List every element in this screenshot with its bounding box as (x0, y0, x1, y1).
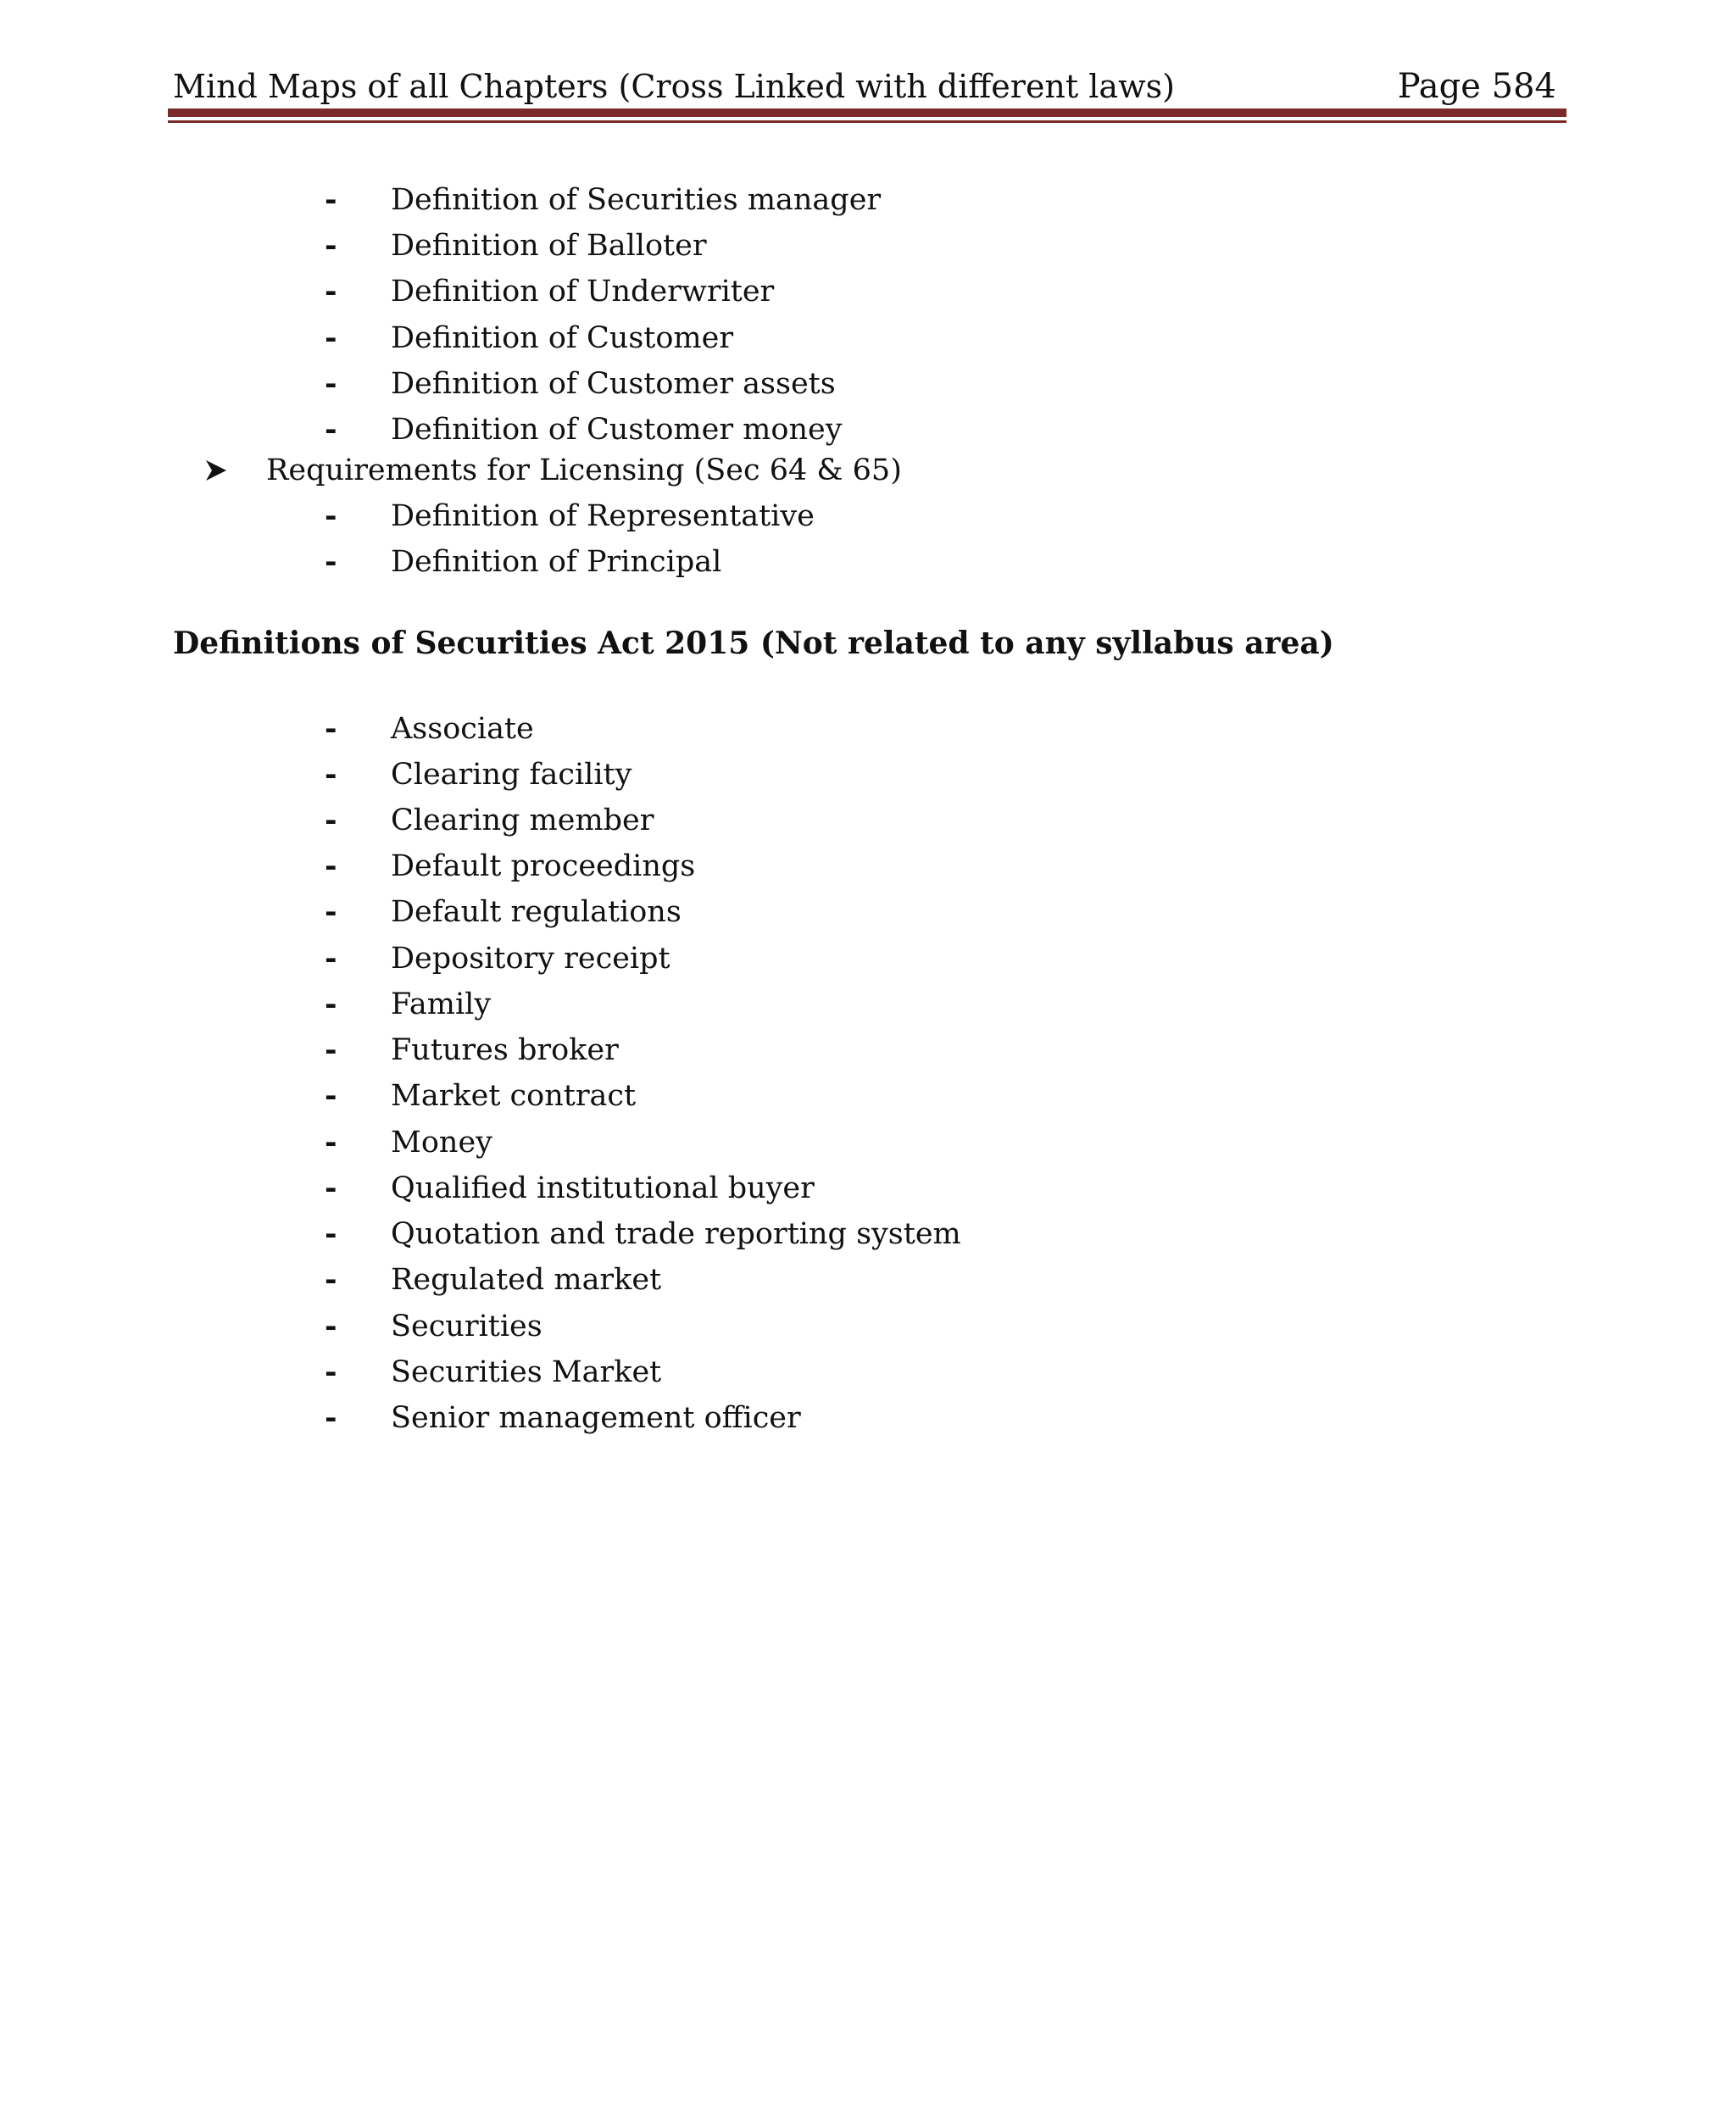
list-item-text: Money (391, 1126, 492, 1160)
dash-bullet: - (325, 803, 337, 837)
dash-bullet: - (325, 1216, 337, 1251)
list-item-text: Depository receipt (391, 942, 670, 976)
list-item-text: Definition of Balloter (391, 229, 707, 263)
dash-bullet: - (325, 1309, 337, 1343)
dash-bullet: - (325, 987, 337, 1021)
page-number: Page 584 (1397, 67, 1556, 106)
list-item-text: Senior management officer (391, 1401, 801, 1435)
list-item-text: Qualified institutional buyer (391, 1171, 815, 1205)
list-item-text: Definition of Customer money (391, 413, 843, 447)
header-rule-thin (168, 120, 1566, 123)
dash-bullet: - (325, 1032, 337, 1067)
list-item-text: Securities (391, 1310, 542, 1343)
requirements-label: Requirements for Licensing (Sec 64 & 65) (266, 453, 902, 487)
list-item-text: Definition of Representative (391, 499, 815, 533)
list-item-text: Regulated market (391, 1263, 662, 1297)
list-item-text: Default proceedings (391, 849, 696, 883)
list-item-text: Family (391, 987, 492, 1021)
dash-bullet: - (325, 498, 337, 533)
dash-bullet: - (325, 848, 337, 883)
dash-bullet: - (325, 757, 337, 792)
dash-bullet: - (325, 274, 337, 309)
list-item-text: Definition of Securities manager (391, 183, 882, 217)
dash-bullet: - (325, 412, 337, 447)
header-title: Mind Maps of all Chapters (Cross Linked with different laws) (173, 68, 1175, 105)
dash-bullet: - (325, 182, 337, 217)
dash-bullet: - (325, 366, 337, 401)
dash-bullet: - (325, 1262, 337, 1297)
dash-bullet: - (325, 228, 337, 263)
list-item-text: Futures broker (391, 1033, 619, 1067)
section-heading: Definitions of Securities Act 2015 (Not related to any syllabus area) (173, 626, 1334, 661)
dash-bullet: - (325, 941, 337, 976)
page-header (173, 61, 1556, 112)
list-item-text: Securities Market (391, 1355, 662, 1389)
list-item-text: Default regulations (391, 895, 682, 929)
list-item-text: Clearing member (391, 804, 654, 837)
dash-bullet: - (325, 1171, 337, 1205)
dash-bullet: - (325, 1125, 337, 1160)
list-item-text: Quotation and trade reporting system (391, 1217, 961, 1251)
arrowhead-bullet-icon (203, 448, 237, 493)
header-rule-thick (168, 108, 1566, 117)
list-item-text: Market contract (391, 1079, 637, 1113)
list-item-text: Associate (391, 712, 534, 746)
list-item-text: Definition of Principal (391, 545, 722, 579)
list-item-text: Definition of Customer assets (391, 367, 836, 401)
dash-bullet: - (325, 894, 337, 929)
dash-bullet: - (325, 1354, 337, 1389)
dash-bullet: - (325, 711, 337, 746)
dash-bullet: - (325, 544, 337, 579)
list-item-text: Clearing facility (391, 758, 632, 792)
dash-bullet: - (325, 320, 337, 355)
dash-bullet: - (325, 1400, 337, 1435)
dash-bullet: - (325, 1078, 337, 1113)
list-item-text: Definition of Underwriter (391, 275, 775, 309)
list-item-text: Definition of Customer (391, 321, 734, 355)
